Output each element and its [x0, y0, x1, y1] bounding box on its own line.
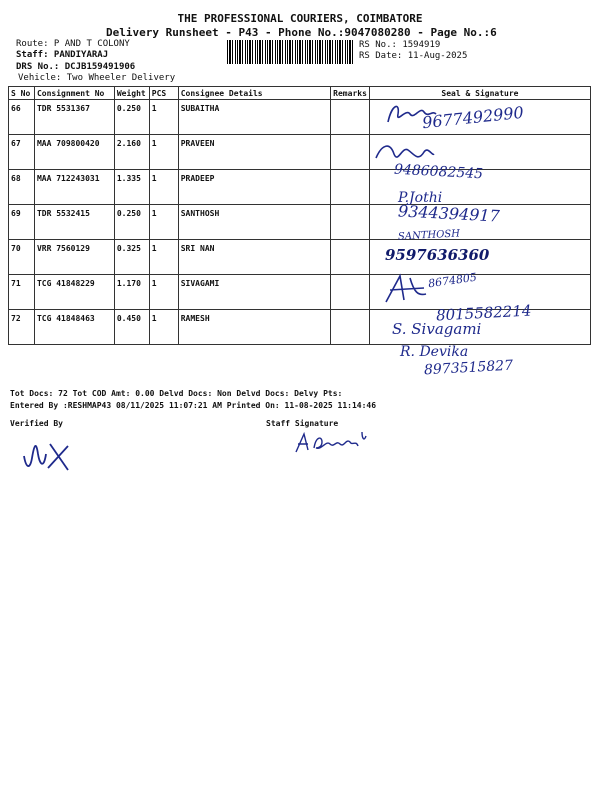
totals-line: Tot Docs: 72 Tot COD Amt: 0.00 Delvd Docs: Non Delvd Docs: Delvy Pts:	[10, 389, 343, 398]
cell-consignment: MAA 712243031	[34, 170, 114, 205]
cell-consignee: SIVAGAMI	[178, 275, 330, 310]
col-weight: Weight	[114, 87, 149, 100]
handwritten-phone-68: 9344394917	[397, 201, 501, 226]
cell-remarks	[331, 100, 370, 135]
cell-pcs: 1	[149, 170, 178, 205]
cell-pcs: 1	[149, 100, 178, 135]
cell-sno: 68	[9, 170, 35, 205]
cell-pcs: 1	[149, 135, 178, 170]
cell-weight: 0.250	[114, 205, 149, 240]
cell-remarks	[331, 310, 370, 345]
cell-sno: 70	[9, 240, 35, 275]
vehicle-line: Vehicle: Two Wheeler Delivery	[18, 73, 176, 83]
cell-pcs: 1	[149, 240, 178, 275]
company-title: THE PROFESSIONAL COURIERS, COIMBATORE	[177, 12, 423, 25]
handwritten-name-69: SANTHOSH	[397, 228, 461, 243]
cell-consignment: TCG 41848229	[34, 275, 114, 310]
cell-pcs: 1	[149, 275, 178, 310]
cell-consignment: VRR 7560129	[34, 240, 114, 275]
cell-weight: 0.450	[114, 310, 149, 345]
rs-date: RS Date: 11-Aug-2025	[359, 51, 468, 61]
cell-consignment: TDR 5532415	[34, 205, 114, 240]
barcode	[227, 40, 354, 64]
cell-remarks	[331, 240, 370, 275]
cell-weight: 1.335	[114, 170, 149, 205]
handwritten-phone-67: 9486082545	[393, 161, 484, 183]
cell-remarks	[331, 135, 370, 170]
rs-number: RS No.: 1594919	[359, 40, 441, 50]
handwritten-name-68: P.Jothi	[398, 190, 443, 206]
drs-line: DRS No.: DCJB159491906	[16, 62, 136, 72]
table-row	[9, 205, 591, 240]
col-consignee: Consignee Details	[178, 87, 330, 100]
cell-weight: 1.170	[114, 275, 149, 310]
cell-pcs: 1	[149, 310, 178, 345]
table-row	[9, 170, 591, 205]
handwritten-phone-66: 9677492990	[421, 102, 525, 133]
table-row	[9, 240, 591, 275]
cell-remarks	[331, 170, 370, 205]
handwritten-phone-69: 9597636360	[385, 246, 490, 264]
cell-sno: 67	[9, 135, 35, 170]
cell-remarks	[331, 205, 370, 240]
cell-weight: 0.250	[114, 100, 149, 135]
cell-consignee: SUBAITHA	[178, 100, 330, 135]
cell-weight: 2.160	[114, 135, 149, 170]
cell-consignment: TCG 41848463	[34, 310, 114, 345]
col-remarks: Remarks	[331, 87, 370, 100]
cell-sno: 69	[9, 205, 35, 240]
cell-consignee: PRADEEP	[178, 170, 330, 205]
staff-signature-label: Staff Signature	[266, 419, 339, 428]
cell-pcs: 1	[149, 205, 178, 240]
handwritten-phone-70: 8674805	[427, 270, 478, 291]
table-header-row	[9, 87, 591, 100]
cell-remarks	[331, 275, 370, 310]
table-row	[9, 135, 591, 170]
col-signature: Seal & Signature	[369, 87, 590, 100]
staff-signature	[292, 428, 370, 458]
route-line: Route: P AND T COLONY	[16, 39, 130, 49]
col-consignment: Consignment No	[34, 87, 114, 100]
cell-consignee: SANTHOSH	[178, 205, 330, 240]
cell-consignment: TDR 5531367	[34, 100, 114, 135]
cell-sno: 71	[9, 275, 35, 310]
staff-line: Staff: PANDIYARAJ	[16, 50, 109, 60]
col-pcs: PCS	[149, 87, 178, 100]
col-sno: S No	[9, 87, 35, 100]
cell-consignee: RAMESH	[178, 310, 330, 345]
handwritten-phone-72: 8973515827	[423, 357, 514, 379]
runsheet-subtitle: Delivery Runsheet - P43 - Phone No.:9047080280 - Page No.:6	[106, 26, 497, 39]
cell-consignee: SRI NAN	[178, 240, 330, 275]
cell-consignee: PRAVEEN	[178, 135, 330, 170]
signature-scribble-70	[380, 272, 430, 306]
entered-by-line: Entered By :RESHMAP43 08/11/2025 11:07:21 AM Printed On: 11-08-2025 11:14:46	[10, 401, 377, 410]
handwritten-phone-71: 8015582214	[435, 301, 532, 325]
handwritten-name-72: R. Devika	[400, 344, 469, 360]
cell-sno: 66	[9, 100, 35, 135]
cell-sno: 72	[9, 310, 35, 345]
verifier-signature	[20, 434, 76, 474]
verified-by-label: Verified By	[10, 419, 63, 428]
handwritten-name-71: S. Sivagami	[392, 320, 482, 338]
cell-consignment: MAA 709800420	[34, 135, 114, 170]
cell-weight: 0.325	[114, 240, 149, 275]
